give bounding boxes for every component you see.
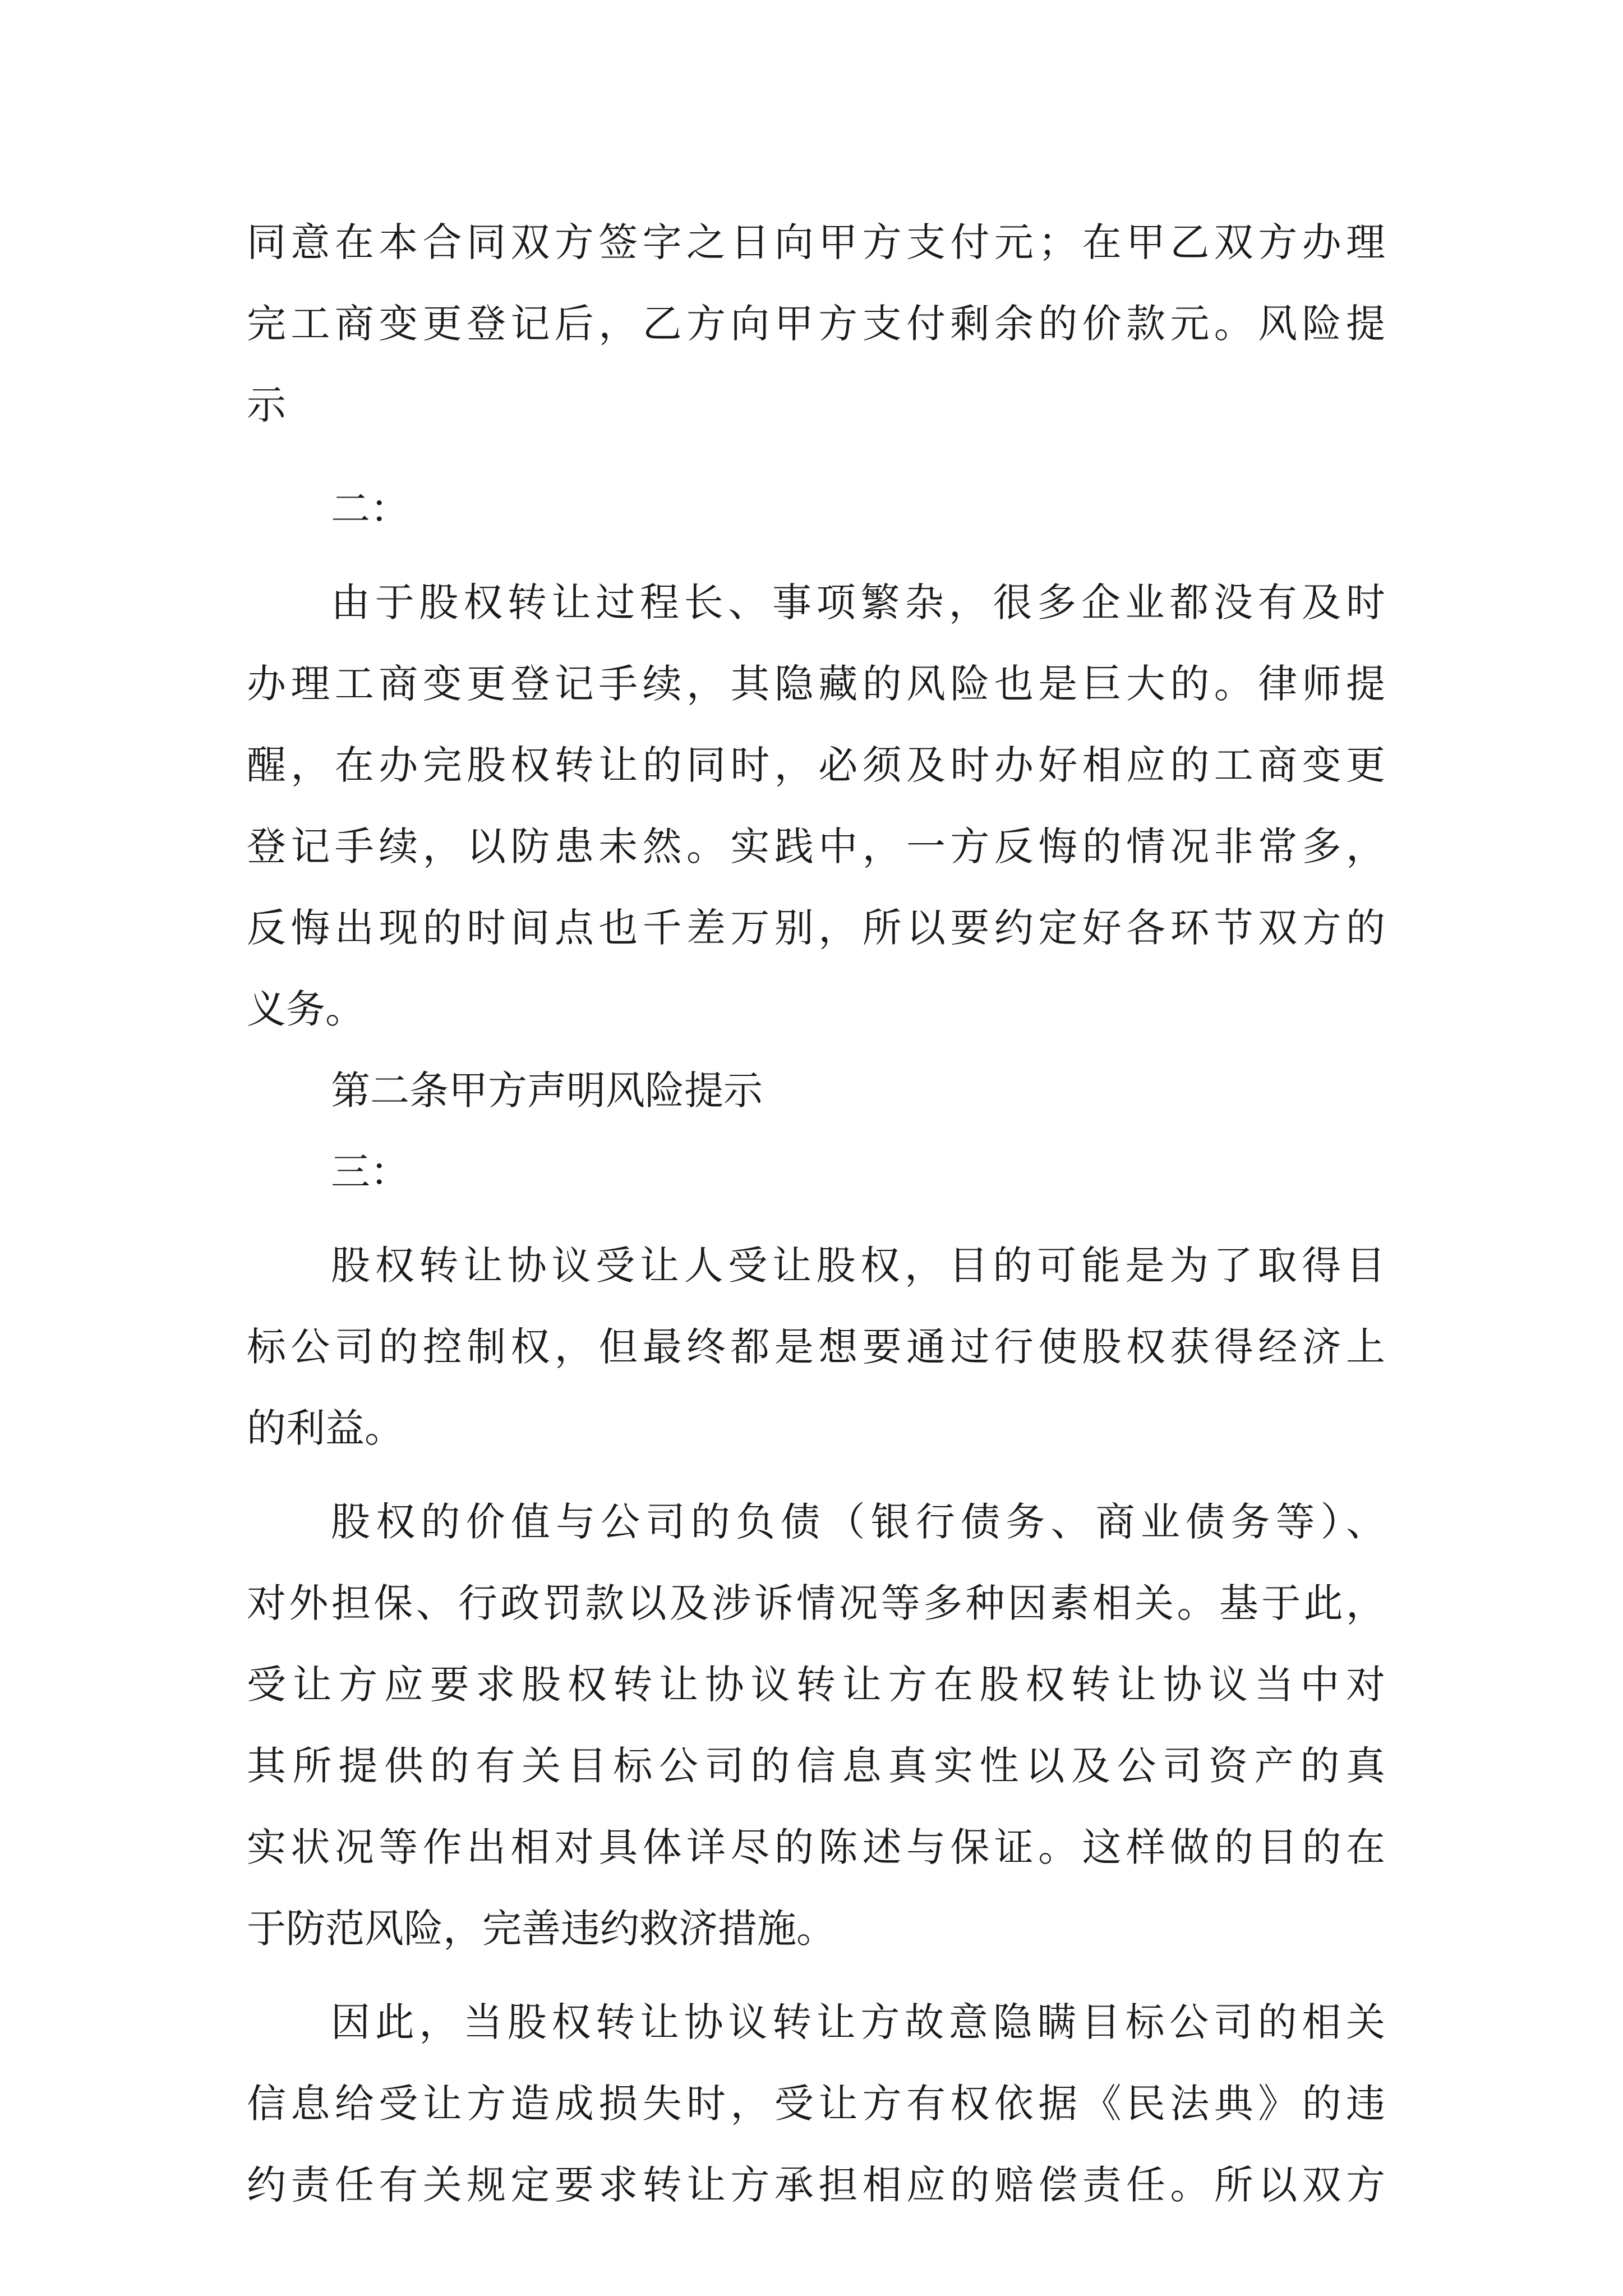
text-line: 受让方应要求股权转让协议转让方在股权转让协议当中对 xyxy=(247,1662,1385,1708)
text-line: 醒，在办完股权转让的同时，必须及时办好相应的工商变更 xyxy=(247,742,1385,788)
text-line: 示 xyxy=(247,382,286,428)
text-line: 登记手续，以防患未然。实践中，一方反悔的情况非常多， xyxy=(247,823,1385,869)
text-line: 于防范风险，完善违约救济措施。 xyxy=(247,1906,836,1952)
paragraph-payment-terms xyxy=(247,202,1385,446)
text-line: 的利益。 xyxy=(247,1405,404,1451)
section-marker-text: 三： xyxy=(331,1149,409,1195)
text-line: 同意在本合同双方签字之日向甲方支付元；在甲乙双方办理 xyxy=(247,219,1385,265)
text-line: 因此，当股权转让协议转让方故意隐瞒目标公司的相关 xyxy=(331,1999,1385,2045)
text-line: 约责任有关规定要求转让方承担相应的赔偿责任。所以双方 xyxy=(247,2162,1385,2208)
paragraph-transferee-purpose xyxy=(247,1225,1385,1469)
text-line: 由于股权转让过程长、事项繁杂，很多企业都没有及时 xyxy=(331,579,1385,625)
article-heading-text: 第二条甲方声明风险提示 xyxy=(331,1068,763,1114)
text-line: 完工商变更登记后，乙方向甲方支付剩余的价款元。风险提 xyxy=(247,301,1385,347)
section-marker-two xyxy=(247,468,1385,550)
text-line: 对外担保、行政罚款以及涉诉情况等多种因素相关。基于此， xyxy=(247,1580,1385,1626)
section-marker-text: 二： xyxy=(331,486,409,532)
text-line: 义务。 xyxy=(247,986,365,1032)
document-body xyxy=(247,202,1385,2226)
text-line: 实状况等作出相对具体详尽的陈述与保证。这样做的目的在 xyxy=(247,1824,1385,1870)
text-line: 反悔出现的时间点也千差万别，所以要约定好各环节双方的 xyxy=(247,905,1385,951)
text-line: 股权转让协议受让人受让股权，目的可能是为了取得目 xyxy=(331,1243,1385,1289)
paragraph-registration-risk xyxy=(247,562,1385,1050)
text-line: 标公司的控制权，但最终都是想要通过行使股权获得经济上 xyxy=(247,1324,1385,1370)
section-marker-three xyxy=(247,1131,1385,1213)
article-two-heading xyxy=(247,1050,1385,1131)
text-line: 办理工商变更登记手续，其隐藏的风险也是巨大的。律师提 xyxy=(247,661,1385,707)
paragraph-equity-value xyxy=(247,1481,1385,1970)
paragraph-liability xyxy=(247,1982,1385,2226)
text-line: 其所提供的有关目标公司的信息真实性以及公司资产的真 xyxy=(247,1743,1385,1789)
text-line: 信息给受让方造成损失时，受让方有权依据《民法典》的违 xyxy=(247,2081,1385,2127)
text-line: 股权的价值与公司的负债（银行债务、商业债务等）、 xyxy=(331,1499,1385,1545)
